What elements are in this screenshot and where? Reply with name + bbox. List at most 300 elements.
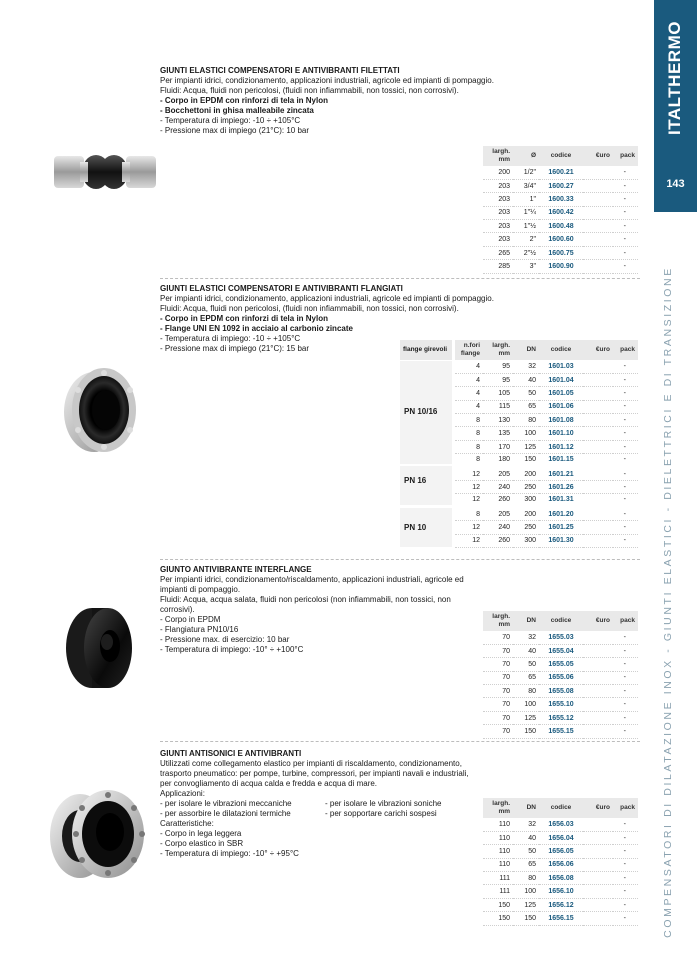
table-cell: 80 bbox=[513, 414, 539, 427]
table-row bbox=[483, 885, 638, 898]
section-threaded-joints bbox=[160, 66, 638, 136]
table-cell bbox=[583, 858, 613, 871]
table-cell: 70 bbox=[483, 658, 513, 671]
product-code: 1656.04 bbox=[539, 831, 583, 844]
table-cell bbox=[583, 233, 613, 246]
desc-line: - Pressione max. di esercizio: 10 bar bbox=[160, 635, 290, 644]
pn-label: PN 10/16 bbox=[404, 407, 438, 416]
desc-line: Per impianti idrici, condizionamento, applicazioni industriali, agricole ed impianti di pompaggio. bbox=[160, 294, 494, 303]
col-header: pack bbox=[613, 798, 638, 818]
table-cell: 40 bbox=[513, 831, 539, 844]
table-row bbox=[483, 698, 638, 711]
table-cell: 125 bbox=[513, 898, 539, 911]
product-code: 1600.48 bbox=[539, 220, 583, 233]
table-cell bbox=[583, 711, 613, 724]
table-row bbox=[483, 206, 638, 219]
table-cell bbox=[583, 260, 613, 273]
pack-cell: - bbox=[613, 631, 638, 644]
table-cell: 32 bbox=[513, 631, 539, 644]
desc-line: - Bocchettoni in ghisa malleabile zincata bbox=[160, 106, 314, 115]
brand-box bbox=[654, 0, 697, 212]
table-cell: 50 bbox=[513, 658, 539, 671]
table-cell bbox=[583, 698, 613, 711]
desc-line: - Corpo elastico in SBR bbox=[160, 839, 244, 848]
table-cell bbox=[583, 387, 613, 400]
table-row bbox=[483, 831, 638, 844]
table-cell bbox=[583, 220, 613, 233]
table-cell: 1"½ bbox=[513, 220, 539, 233]
product-code: 1601.30 bbox=[539, 534, 583, 547]
pack-cell: - bbox=[613, 818, 638, 831]
table-cell bbox=[583, 534, 613, 547]
table-cell bbox=[583, 872, 613, 885]
pack-cell: - bbox=[613, 685, 638, 698]
table-cell: 203 bbox=[483, 220, 513, 233]
table-cell: 70 bbox=[483, 725, 513, 738]
table-row bbox=[483, 220, 638, 233]
pack-cell: - bbox=[613, 220, 638, 233]
product-code: 1600.90 bbox=[539, 260, 583, 273]
table-cell: 65 bbox=[513, 671, 539, 684]
table-cell bbox=[583, 414, 613, 427]
desc-line: Applicazioni: bbox=[160, 789, 205, 798]
table-cell: 12 bbox=[455, 534, 483, 547]
table-cell: 203 bbox=[483, 193, 513, 206]
table-cell: 125 bbox=[513, 440, 539, 453]
col-header: codice bbox=[539, 340, 583, 360]
table-cell: 8 bbox=[455, 440, 483, 453]
table-row bbox=[483, 233, 638, 246]
table-cell bbox=[583, 885, 613, 898]
table-cell bbox=[583, 725, 613, 738]
pack-cell: - bbox=[613, 831, 638, 844]
application-item: - per assorbire le dilatazioni termiche bbox=[160, 809, 291, 818]
pack-cell: - bbox=[613, 166, 638, 179]
table-cell bbox=[583, 898, 613, 911]
table-row bbox=[483, 179, 638, 192]
col-header: largh. mm bbox=[483, 340, 513, 360]
table-cell: 203 bbox=[483, 233, 513, 246]
table-cell bbox=[583, 631, 613, 644]
pack-cell: - bbox=[613, 400, 638, 413]
product-code: 1601.04 bbox=[539, 373, 583, 386]
col-header: codice bbox=[539, 146, 583, 166]
table-cell: 12 bbox=[455, 481, 483, 494]
pack-cell: - bbox=[613, 494, 638, 507]
table-row bbox=[483, 818, 638, 831]
product-code: 1601.21 bbox=[539, 467, 583, 480]
pack-cell: - bbox=[613, 885, 638, 898]
col-header: €uro bbox=[583, 611, 613, 631]
product-code: 1601.10 bbox=[539, 427, 583, 440]
desc-line: - Temperatura di impiego: -10 ÷ +105°C bbox=[160, 116, 301, 125]
pack-cell: - bbox=[613, 233, 638, 246]
desc-line: Fluidi: Acqua, fluidi non pericolosi, (fluidi non infiammabili, non tossici, non corrosivi). bbox=[160, 304, 459, 313]
table-cell bbox=[583, 494, 613, 507]
table-cell: 65 bbox=[513, 400, 539, 413]
desc-line: corrosivi). bbox=[160, 605, 195, 614]
table-cell: 2"½ bbox=[513, 246, 539, 259]
product-code: 1655.04 bbox=[539, 644, 583, 657]
table-cell: 110 bbox=[483, 818, 513, 831]
pack-cell: - bbox=[613, 858, 638, 871]
product-code: 1656.08 bbox=[539, 872, 583, 885]
table-cell bbox=[583, 400, 613, 413]
pack-cell: - bbox=[613, 260, 638, 273]
desc-line: per convogliamento di acqua calda e fredda e acqua di mare. bbox=[160, 779, 378, 788]
spec-table-threaded bbox=[483, 146, 638, 274]
col-header: largh. mm bbox=[483, 611, 513, 631]
table-cell bbox=[583, 644, 613, 657]
table-cell: 4 bbox=[455, 387, 483, 400]
pn-label: PN 10 bbox=[404, 523, 427, 532]
product-code: 1656.15 bbox=[539, 912, 583, 925]
table-cell: 8 bbox=[455, 414, 483, 427]
table-cell: 3" bbox=[513, 260, 539, 273]
table-cell: 32 bbox=[513, 818, 539, 831]
table-row bbox=[455, 454, 638, 467]
col-header: DN bbox=[513, 611, 539, 631]
pack-cell: - bbox=[613, 671, 638, 684]
col-header: n.fori flange bbox=[455, 340, 483, 360]
desc-line: Fluidi: Acqua, fluidi non pericolosi, (fluidi non infiammabili, non tossici, non corrosivi). bbox=[160, 86, 459, 95]
col-header: €uro bbox=[583, 340, 613, 360]
table-cell: 180 bbox=[483, 454, 513, 467]
table-cell: 200 bbox=[483, 166, 513, 179]
table-cell: 1" bbox=[513, 193, 539, 206]
table-cell: 111 bbox=[483, 885, 513, 898]
table-cell: 150 bbox=[513, 725, 539, 738]
table-cell: 285 bbox=[483, 260, 513, 273]
col-header: codice bbox=[539, 611, 583, 631]
table-cell: 1"¼ bbox=[513, 206, 539, 219]
pn-label: PN 16 bbox=[404, 476, 427, 485]
table-cell bbox=[583, 193, 613, 206]
table-cell: 111 bbox=[483, 872, 513, 885]
table-cell: 110 bbox=[483, 831, 513, 844]
table-row bbox=[455, 481, 638, 494]
table-cell: 100 bbox=[513, 885, 539, 898]
desc-line: - Flange UNI EN 1092 in acciaio al carbonio zincate bbox=[160, 324, 353, 333]
table-cell: 260 bbox=[483, 534, 513, 547]
table-cell: 70 bbox=[483, 644, 513, 657]
pack-cell: - bbox=[613, 644, 638, 657]
col-header: €uro bbox=[583, 146, 613, 166]
pack-cell: - bbox=[613, 440, 638, 453]
table-row bbox=[483, 898, 638, 911]
spec-table-flanged bbox=[455, 340, 638, 548]
product-code: 1601.12 bbox=[539, 440, 583, 453]
product-code: 1601.26 bbox=[539, 481, 583, 494]
table-cell: 200 bbox=[513, 507, 539, 520]
table-cell: 70 bbox=[483, 711, 513, 724]
table-cell: 65 bbox=[513, 858, 539, 871]
table-cell: 105 bbox=[483, 387, 513, 400]
table-cell: 70 bbox=[483, 698, 513, 711]
pack-cell: - bbox=[613, 725, 638, 738]
table-cell bbox=[583, 521, 613, 534]
product-code: 1601.20 bbox=[539, 507, 583, 520]
product-code: 1600.60 bbox=[539, 233, 583, 246]
table-cell bbox=[583, 166, 613, 179]
table-cell bbox=[583, 818, 613, 831]
desc-line: - Temperatura di impiego: -10° ÷ +100°C bbox=[160, 645, 304, 654]
table-cell: 32 bbox=[513, 360, 539, 373]
product-code: 1655.12 bbox=[539, 711, 583, 724]
table-cell: 110 bbox=[483, 845, 513, 858]
table-cell bbox=[583, 246, 613, 259]
table-cell: 12 bbox=[455, 467, 483, 480]
product-code: 1601.25 bbox=[539, 521, 583, 534]
chapter-caption: COMPENSATORI DI DILATAZIONE INOX - GIUNTI ELASTICI - DIELETTRICI E DI TRANSIZIONE bbox=[662, 266, 674, 938]
table-cell: 100 bbox=[513, 698, 539, 711]
pack-cell: - bbox=[613, 912, 638, 925]
table-cell: 150 bbox=[513, 454, 539, 467]
product-code: 1656.12 bbox=[539, 898, 583, 911]
section-divider bbox=[160, 559, 640, 560]
section-title: GIUNTI ELASTICI COMPENSATORI E ANTIVIBRANTI FILETTATI bbox=[160, 66, 400, 75]
table-row bbox=[483, 246, 638, 259]
product-code: 1656.06 bbox=[539, 858, 583, 871]
product-code: 1600.27 bbox=[539, 179, 583, 192]
product-code: 1601.08 bbox=[539, 414, 583, 427]
desc-line: trasporto pneumatico: per pompe, turbine, compressori, per impianti navali e industriali, bbox=[160, 769, 469, 778]
table-cell: 300 bbox=[513, 494, 539, 507]
table-cell: 4 bbox=[455, 360, 483, 373]
pack-cell: - bbox=[613, 193, 638, 206]
threaded-joint-image bbox=[50, 142, 160, 202]
desc-line: - Flangiatura PN10/16 bbox=[160, 625, 239, 634]
table-cell bbox=[583, 685, 613, 698]
section-title: GIUNTO ANTIVIBRANTE INTERFLANGE bbox=[160, 565, 312, 574]
pack-cell: - bbox=[613, 711, 638, 724]
table-cell: 80 bbox=[513, 685, 539, 698]
table-row bbox=[483, 671, 638, 684]
product-code: 1600.42 bbox=[539, 206, 583, 219]
desc-line: Fluidi: Acqua, acqua salata, fluidi non pericolosi (non infiammabili, non tossici, non bbox=[160, 595, 451, 604]
col-header: codice bbox=[539, 798, 583, 818]
table-cell bbox=[583, 440, 613, 453]
pack-cell: - bbox=[613, 467, 638, 480]
product-code: 1601.06 bbox=[539, 400, 583, 413]
table-cell: 200 bbox=[513, 467, 539, 480]
product-code: 1600.75 bbox=[539, 246, 583, 259]
pack-cell: - bbox=[613, 414, 638, 427]
desc-line: - Corpo in lega leggera bbox=[160, 829, 242, 838]
col-header: €uro bbox=[583, 798, 613, 818]
table-row bbox=[483, 711, 638, 724]
table-cell bbox=[583, 658, 613, 671]
col-header: DN bbox=[513, 340, 539, 360]
table-cell: 130 bbox=[483, 414, 513, 427]
pack-cell: - bbox=[613, 373, 638, 386]
pack-cell: - bbox=[613, 481, 638, 494]
product-code: 1655.03 bbox=[539, 631, 583, 644]
table-row bbox=[483, 858, 638, 871]
table-cell: 70 bbox=[483, 671, 513, 684]
pack-cell: - bbox=[613, 521, 638, 534]
table-cell: 2" bbox=[513, 233, 539, 246]
table-cell: 150 bbox=[513, 912, 539, 925]
side-strip bbox=[654, 0, 697, 978]
group-bg bbox=[400, 466, 452, 505]
table-cell: 110 bbox=[483, 858, 513, 871]
table-cell: 8 bbox=[455, 507, 483, 520]
col-header: pack bbox=[613, 611, 638, 631]
table-row bbox=[455, 440, 638, 453]
table-cell: 50 bbox=[513, 845, 539, 858]
desc-line: impianti di pompaggio. bbox=[160, 585, 241, 594]
table-cell: 50 bbox=[513, 387, 539, 400]
table-cell bbox=[583, 467, 613, 480]
col-header: largh. mm bbox=[483, 798, 513, 818]
table-cell bbox=[583, 206, 613, 219]
table-row bbox=[455, 534, 638, 547]
table-cell: 125 bbox=[513, 711, 539, 724]
desc-line: - Corpo in EPDM con rinforzi di tela in Nylon bbox=[160, 314, 328, 323]
table-row bbox=[483, 872, 638, 885]
table-cell: 240 bbox=[483, 481, 513, 494]
product-code: 1656.05 bbox=[539, 845, 583, 858]
pack-cell: - bbox=[613, 698, 638, 711]
table-cell: 40 bbox=[513, 644, 539, 657]
product-code: 1601.15 bbox=[539, 454, 583, 467]
table-cell bbox=[583, 481, 613, 494]
table-cell: 260 bbox=[483, 494, 513, 507]
desc-line: - Temperatura di impiego: -10° ÷ +95°C bbox=[160, 849, 299, 858]
pack-cell: - bbox=[613, 534, 638, 547]
application-item: - per isolare le vibrazioni soniche bbox=[325, 799, 442, 808]
product-code: 1600.21 bbox=[539, 166, 583, 179]
table-cell: 115 bbox=[483, 400, 513, 413]
section-divider bbox=[160, 741, 640, 742]
brand-logo: ITALTHERMO bbox=[665, 21, 684, 135]
col-header: largh. mm bbox=[483, 146, 513, 166]
section-title: GIUNTI ANTISONICI E ANTIVIBRANTI bbox=[160, 749, 302, 758]
section-title: GIUNTI ELASTICI COMPENSATORI E ANTIVIBRANTI FLANGIATI bbox=[160, 284, 403, 293]
table-row bbox=[483, 912, 638, 925]
table-cell: 203 bbox=[483, 179, 513, 192]
col-header: pack bbox=[613, 340, 638, 360]
table-cell: 8 bbox=[455, 454, 483, 467]
table-cell: 205 bbox=[483, 507, 513, 520]
table-row bbox=[455, 494, 638, 507]
col-header: DN bbox=[513, 798, 539, 818]
table-cell: 4 bbox=[455, 373, 483, 386]
table-cell: 150 bbox=[483, 898, 513, 911]
table-cell: 4 bbox=[455, 400, 483, 413]
table-cell bbox=[583, 912, 613, 925]
table-cell: 95 bbox=[483, 360, 513, 373]
table-cell: 1/2" bbox=[513, 166, 539, 179]
product-code: 1601.31 bbox=[539, 494, 583, 507]
desc-line: - Corpo in EPDM bbox=[160, 615, 221, 624]
table-cell: 70 bbox=[483, 631, 513, 644]
table-cell: 170 bbox=[483, 440, 513, 453]
flanged-joint-image bbox=[58, 360, 142, 460]
table-cell bbox=[583, 845, 613, 858]
desc-line: Per impianti idrici, condizionamento/riscaldamento, applicazioni industriali, agricole ed bbox=[160, 575, 464, 584]
table-row bbox=[483, 845, 638, 858]
table-cell: 250 bbox=[513, 521, 539, 534]
spec-table-interflange bbox=[483, 611, 638, 739]
table-cell: 70 bbox=[483, 685, 513, 698]
desc-line: - Corpo in EPDM con rinforzi di tela in Nylon bbox=[160, 96, 328, 105]
pack-cell: - bbox=[613, 360, 638, 373]
table-cell bbox=[583, 373, 613, 386]
table-row bbox=[483, 658, 638, 671]
table-cell bbox=[583, 427, 613, 440]
col-header: Ø bbox=[513, 146, 539, 166]
table-cell: 3/4" bbox=[513, 179, 539, 192]
desc-line: - Pressione max di impiego (21°C): 10 bar bbox=[160, 126, 310, 135]
table-row bbox=[483, 631, 638, 644]
table-row bbox=[483, 260, 638, 273]
table-cell: 135 bbox=[483, 427, 513, 440]
pack-cell: - bbox=[613, 898, 638, 911]
table-row bbox=[455, 507, 638, 520]
table-row bbox=[455, 427, 638, 440]
product-code: 1655.05 bbox=[539, 658, 583, 671]
table-cell bbox=[583, 454, 613, 467]
pack-cell: - bbox=[613, 427, 638, 440]
desc-line: Per impianti idrici, condizionamento, applicazioni industriali, agricole ed impianti di pompaggio. bbox=[160, 76, 494, 85]
table-row bbox=[455, 373, 638, 386]
col-header: pack bbox=[613, 146, 638, 166]
table-row bbox=[455, 400, 638, 413]
table-cell bbox=[583, 179, 613, 192]
product-code: 1655.06 bbox=[539, 671, 583, 684]
desc-line: - Pressione max di impiego (21°C): 15 bar bbox=[160, 344, 310, 353]
pack-cell: - bbox=[613, 454, 638, 467]
table-cell: 80 bbox=[513, 872, 539, 885]
table-row bbox=[455, 467, 638, 480]
table-row bbox=[483, 166, 638, 179]
table-cell: 40 bbox=[513, 373, 539, 386]
table-cell: 95 bbox=[483, 373, 513, 386]
pack-cell: - bbox=[613, 845, 638, 858]
application-item: - per sopportare carichi sospesi bbox=[325, 809, 437, 818]
table-cell: 150 bbox=[483, 912, 513, 925]
product-code: 1600.33 bbox=[539, 193, 583, 206]
pack-cell: - bbox=[613, 658, 638, 671]
pack-cell: - bbox=[613, 387, 638, 400]
pack-cell: - bbox=[613, 179, 638, 192]
table-row bbox=[455, 414, 638, 427]
table-row bbox=[455, 360, 638, 373]
desc-line: Utilizzati come collegamento elastico per impianti di riscaldamento, condizionamento, bbox=[160, 759, 462, 768]
product-code: 1655.08 bbox=[539, 685, 583, 698]
spec-table-antisonic bbox=[483, 798, 638, 926]
page-number: 143 bbox=[666, 178, 685, 190]
pack-cell: - bbox=[613, 872, 638, 885]
product-code: 1655.10 bbox=[539, 698, 583, 711]
table-cell bbox=[583, 360, 613, 373]
product-code: 1656.10 bbox=[539, 885, 583, 898]
table-cell bbox=[583, 671, 613, 684]
table-cell bbox=[583, 831, 613, 844]
table-cell: 250 bbox=[513, 481, 539, 494]
application-item: - per isolare le vibrazioni meccaniche bbox=[160, 799, 292, 808]
pack-cell: - bbox=[613, 206, 638, 219]
antisonic-joint-image bbox=[46, 786, 150, 882]
table-cell: 12 bbox=[455, 494, 483, 507]
table-cell: 300 bbox=[513, 534, 539, 547]
pack-cell: - bbox=[613, 507, 638, 520]
table-row bbox=[483, 644, 638, 657]
table-cell: 8 bbox=[455, 427, 483, 440]
pack-cell: - bbox=[613, 246, 638, 259]
